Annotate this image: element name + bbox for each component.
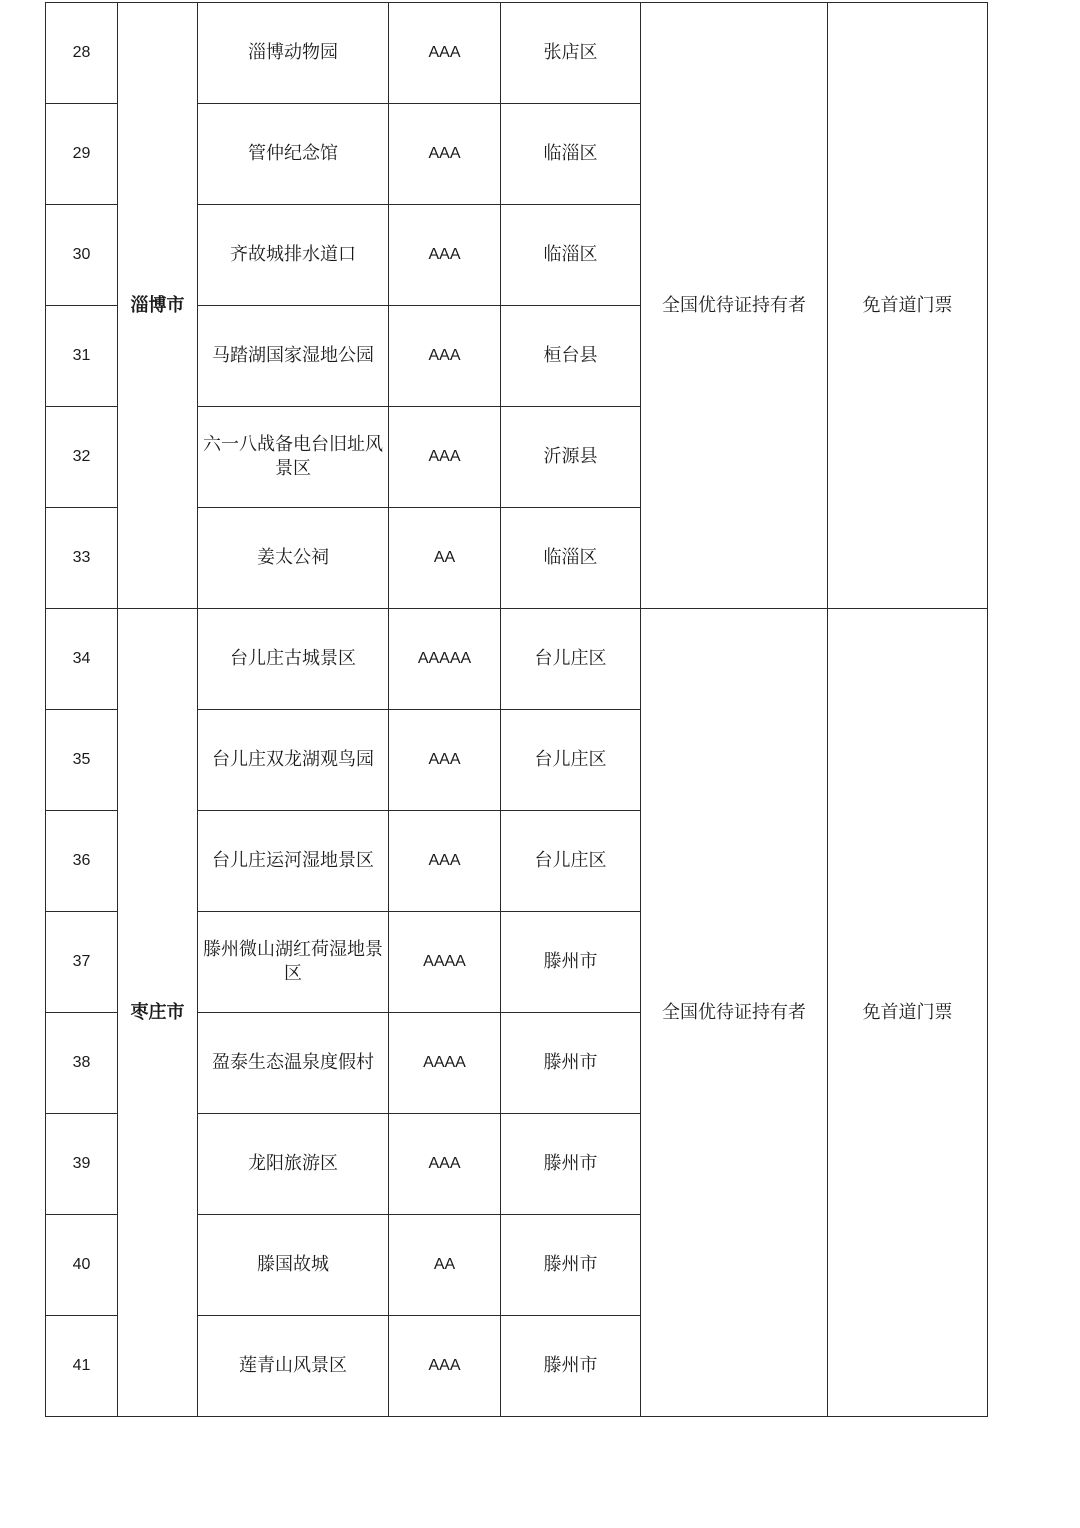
district-cell: 桓台县 <box>501 306 641 407</box>
scenic-spot-name-cell: 滕州微山湖红荷湿地景区 <box>198 912 389 1013</box>
rating-level-cell: AA <box>389 508 501 609</box>
row-number-cell: 35 <box>46 710 118 811</box>
rating-level-cell: AAA <box>389 1316 501 1417</box>
row-number-cell: 32 <box>46 407 118 508</box>
rating-level-cell: AAA <box>389 1114 501 1215</box>
scenic-spot-name-cell: 齐故城排水道口 <box>198 205 389 306</box>
rating-level-cell: AAA <box>389 710 501 811</box>
scenic-spot-name-cell: 马踏湖国家湿地公园 <box>198 306 389 407</box>
scenic-spot-name-cell: 台儿庄运河湿地景区 <box>198 811 389 912</box>
row-number-cell: 28 <box>46 3 118 104</box>
row-number-cell: 40 <box>46 1215 118 1316</box>
scenic-spot-name-cell: 台儿庄古城景区 <box>198 609 389 710</box>
rating-level-cell: AAA <box>389 3 501 104</box>
district-cell: 张店区 <box>501 3 641 104</box>
scenic-spot-table-container <box>45 2 988 1417</box>
scenic-spot-name-cell: 莲青山风景区 <box>198 1316 389 1417</box>
district-cell: 滕州市 <box>501 1215 641 1316</box>
district-cell: 临淄区 <box>501 508 641 609</box>
row-number-cell: 33 <box>46 508 118 609</box>
scenic-spot-table <box>45 2 988 1417</box>
rating-level-cell: AAAA <box>389 912 501 1013</box>
row-number-cell: 41 <box>46 1316 118 1417</box>
rating-level-cell: AAAAA <box>389 609 501 710</box>
row-number-cell: 30 <box>46 205 118 306</box>
benefit-cell: 免首道门票 <box>828 3 988 609</box>
district-cell: 滕州市 <box>501 1114 641 1215</box>
rating-level-cell: AAA <box>389 407 501 508</box>
city-cell: 淄博市 <box>118 3 198 609</box>
table-row <box>46 609 988 710</box>
scenic-spot-name-cell: 台儿庄双龙湖观鸟园 <box>198 710 389 811</box>
district-cell: 滕州市 <box>501 1316 641 1417</box>
scenic-spot-name-cell: 淄博动物园 <box>198 3 389 104</box>
district-cell: 滕州市 <box>501 912 641 1013</box>
city-cell: 枣庄市 <box>118 609 198 1417</box>
scenic-spot-name-cell: 姜太公祠 <box>198 508 389 609</box>
eligible-group-cell: 全国优待证持有者 <box>641 3 828 609</box>
scenic-spot-name-cell: 盈泰生态温泉度假村 <box>198 1013 389 1114</box>
district-cell: 临淄区 <box>501 104 641 205</box>
rating-level-cell: AAA <box>389 811 501 912</box>
row-number-cell: 37 <box>46 912 118 1013</box>
rating-level-cell: AAAA <box>389 1013 501 1114</box>
scenic-spot-name-cell: 滕国故城 <box>198 1215 389 1316</box>
scenic-spot-name-cell: 六一八战备电台旧址风景区 <box>198 407 389 508</box>
table-body <box>46 3 988 1417</box>
district-cell: 台儿庄区 <box>501 609 641 710</box>
row-number-cell: 39 <box>46 1114 118 1215</box>
row-number-cell: 38 <box>46 1013 118 1114</box>
rating-level-cell: AA <box>389 1215 501 1316</box>
eligible-group-cell: 全国优待证持有者 <box>641 609 828 1417</box>
district-cell: 台儿庄区 <box>501 811 641 912</box>
row-number-cell: 31 <box>46 306 118 407</box>
table-row <box>46 3 988 104</box>
benefit-cell: 免首道门票 <box>828 609 988 1417</box>
row-number-cell: 29 <box>46 104 118 205</box>
scenic-spot-name-cell: 管仲纪念馆 <box>198 104 389 205</box>
rating-level-cell: AAA <box>389 104 501 205</box>
district-cell: 台儿庄区 <box>501 710 641 811</box>
district-cell: 临淄区 <box>501 205 641 306</box>
row-number-cell: 34 <box>46 609 118 710</box>
district-cell: 沂源县 <box>501 407 641 508</box>
scenic-spot-name-cell: 龙阳旅游区 <box>198 1114 389 1215</box>
district-cell: 滕州市 <box>501 1013 641 1114</box>
rating-level-cell: AAA <box>389 306 501 407</box>
row-number-cell: 36 <box>46 811 118 912</box>
rating-level-cell: AAA <box>389 205 501 306</box>
